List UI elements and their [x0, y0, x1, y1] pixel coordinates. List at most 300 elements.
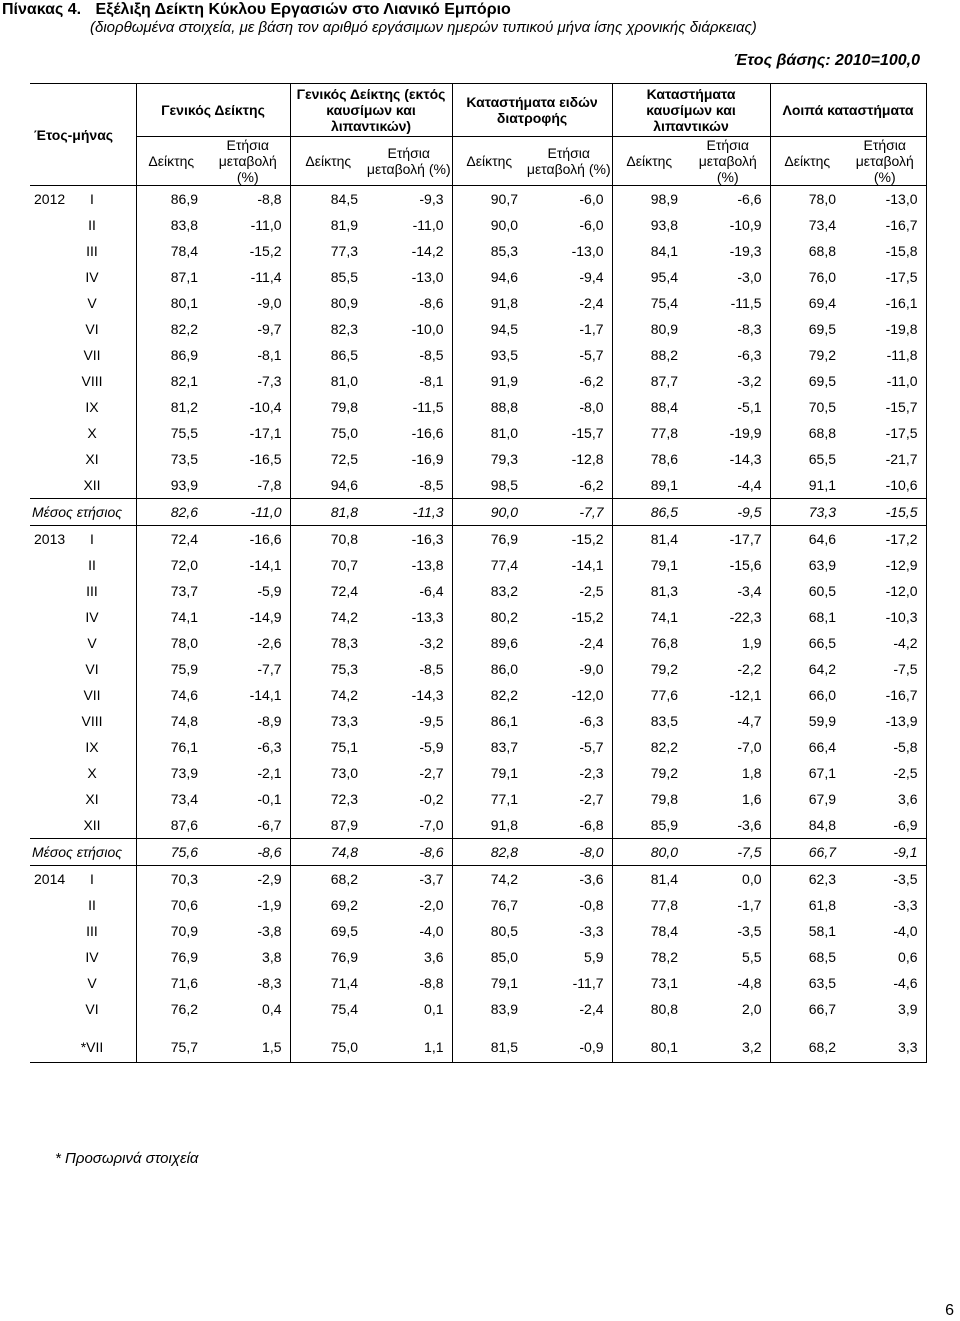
change-cell: -3,5: [737, 923, 762, 939]
index-cell: 62,3: [770, 866, 844, 893]
change-cell: -6,3: [579, 713, 604, 729]
change-cell: -10,3: [844, 604, 926, 630]
change-cell: -11,7: [572, 975, 604, 991]
index-cell: 79,8: [290, 394, 366, 420]
change-cell: -16,6: [249, 531, 282, 547]
change-cell: -8,5: [419, 477, 444, 493]
change-cell: -8,1: [257, 347, 282, 363]
table-row: [30, 316, 926, 342]
index-cell: 86,0: [452, 656, 526, 682]
index-cell: 90,0: [452, 499, 526, 526]
index-cell: 58,1: [770, 918, 844, 944]
change-cell: -3,5: [844, 866, 926, 893]
change-cell: -11,0: [412, 217, 444, 233]
table-label: Πίνακας 4.: [2, 1, 82, 18]
index-cell: 74,2: [290, 604, 366, 630]
index-cell: 89,1: [612, 472, 686, 499]
change-cell: 1,1: [366, 1032, 452, 1063]
base-year: Έτος βάσης: 2010=100,0: [733, 52, 920, 69]
change-cell: -6,9: [844, 812, 926, 839]
index-cell: 69,5: [770, 316, 844, 342]
change-cell: -7,7: [257, 661, 282, 677]
period-cell: III: [86, 923, 98, 939]
index-cell: 85,5: [290, 264, 366, 290]
index-cell: 91,1: [770, 472, 844, 499]
index-cell: 73,0: [290, 760, 366, 786]
table-title: [2, 0, 511, 20]
index-cell: 91,8: [452, 290, 526, 316]
change-cell: -11,5: [412, 399, 444, 415]
index-cell: 75,1: [290, 734, 366, 760]
change-cell: -12,8: [571, 451, 604, 467]
change-cell: -14,1: [249, 557, 282, 573]
change-cell: -8,6: [366, 839, 452, 866]
annual-average-row: [30, 499, 926, 526]
index-cell: 75,4: [612, 290, 686, 316]
index-cell: 94,5: [452, 316, 526, 342]
table-row: [30, 918, 926, 944]
change-cell: -17,5: [844, 420, 926, 446]
index-cell: 72,0: [136, 552, 206, 578]
index-cell: 95,4: [612, 264, 686, 290]
index-cell: 67,9: [770, 786, 844, 812]
index-cell: 69,5: [770, 368, 844, 394]
change-cell: -19,8: [844, 316, 926, 342]
table-row: [30, 446, 926, 472]
group-header-general-excl-fuel: Γενικός Δείκτης (εκτός καυσίμων και λιπαντικών): [290, 84, 452, 137]
change-cell: -13,0: [844, 186, 926, 213]
change-cell: 1,5: [206, 1032, 290, 1063]
table-main-title: Εξέλιξη Δείκτη Κύκλου Εργασιών στο Λιανικό Εμπόριο: [95, 1, 511, 18]
change-cell: -4,0: [844, 918, 926, 944]
annual-change-subheader: Ετήσια μεταβολή (%): [366, 137, 452, 186]
table-row: [30, 578, 926, 604]
table-row: [30, 420, 926, 446]
index-cell: 78,0: [136, 630, 206, 656]
index-cell: 63,9: [770, 552, 844, 578]
change-cell: 2,0: [742, 1001, 762, 1017]
period-cell: Μέσος ετήσιος: [30, 499, 136, 526]
change-cell: -6,6: [737, 191, 762, 207]
index-cell: 76,9: [136, 944, 206, 970]
index-cell: 79,3: [452, 446, 526, 472]
table-row: [30, 394, 926, 420]
change-cell: 1,6: [742, 791, 762, 807]
index-cell: 84,5: [290, 186, 366, 213]
change-cell: -6,8: [579, 817, 604, 833]
change-cell: -0,8: [579, 897, 604, 913]
index-cell: 78,4: [612, 918, 686, 944]
change-cell: -2,9: [257, 871, 282, 887]
change-cell: -14,1: [571, 557, 604, 573]
change-cell: -6,0: [579, 217, 604, 233]
index-cell: 86,9: [136, 342, 206, 368]
change-cell: -8,6: [206, 839, 290, 866]
index-cell: 89,6: [452, 630, 526, 656]
period-cell: II: [88, 217, 96, 233]
period-cell: VIII: [81, 713, 103, 729]
change-cell: -13,0: [571, 243, 604, 259]
index-cell: 83,9: [452, 996, 526, 1022]
table-row: [30, 682, 926, 708]
index-cell: 79,2: [612, 760, 686, 786]
index-cell: 72,4: [136, 526, 206, 553]
table-row: [30, 264, 926, 290]
index-cell: 80,9: [290, 290, 366, 316]
index-cell: 85,9: [612, 812, 686, 839]
change-cell: -7,8: [257, 477, 282, 493]
index-cell: 72,5: [290, 446, 366, 472]
table-subtitle: (διορθωμένα στοιχεία, με βάση τον αριθμό εργάσιμων ημερών τυπικού μήνα ίσης χρονικής διάρκειας): [90, 19, 757, 36]
change-cell: -16,9: [411, 451, 444, 467]
change-cell: -16,7: [844, 682, 926, 708]
index-cell: 81,8: [290, 499, 366, 526]
index-cell: 74,8: [136, 708, 206, 734]
index-cell: 83,7: [452, 734, 526, 760]
change-cell: -3,7: [419, 871, 444, 887]
change-cell: -5,9: [257, 583, 282, 599]
index-cell: 81,4: [612, 526, 686, 553]
period-cell: Μέσος ετήσιος: [30, 839, 136, 866]
index-subheader: Δείκτης: [452, 137, 526, 186]
index-cell: 86,5: [612, 499, 686, 526]
table-row: [30, 996, 926, 1022]
table-row: [30, 342, 926, 368]
group-header-general: Γενικός Δείκτης: [136, 84, 290, 137]
index-cell: 74,8: [290, 839, 366, 866]
change-cell: -9,5: [419, 713, 444, 729]
change-cell: -10,9: [729, 217, 762, 233]
period-cell: II: [88, 557, 96, 573]
change-cell: -17,7: [729, 531, 762, 547]
index-cell: 59,9: [770, 708, 844, 734]
change-cell: -10,4: [249, 399, 282, 415]
period-cell: 2013 I: [34, 531, 94, 547]
table-row: [30, 708, 926, 734]
index-cell: 86,1: [452, 708, 526, 734]
index-cell: 88,8: [452, 394, 526, 420]
change-cell: -8,3: [737, 321, 762, 337]
sub-header-row: [30, 137, 926, 186]
index-cell: 69,2: [290, 892, 366, 918]
index-cell: 71,4: [290, 970, 366, 996]
change-cell: -11,3: [366, 499, 452, 526]
period-cell: III: [86, 243, 98, 259]
index-cell: 91,9: [452, 368, 526, 394]
change-cell: -16,5: [249, 451, 282, 467]
change-cell: -16,1: [844, 290, 926, 316]
index-cell: 72,3: [290, 786, 366, 812]
index-cell: 65,5: [770, 446, 844, 472]
change-cell: -16,7: [844, 212, 926, 238]
index-subheader: Δείκτης: [290, 137, 366, 186]
change-cell: -9,5: [686, 499, 770, 526]
change-cell: -15,7: [844, 394, 926, 420]
index-cell: 82,2: [136, 316, 206, 342]
index-cell: 75,4: [290, 996, 366, 1022]
index-cell: 70,8: [290, 526, 366, 553]
index-cell: 81,9: [290, 212, 366, 238]
index-cell: 72,4: [290, 578, 366, 604]
annual-change-subheader: Ετήσια μεταβολή (%): [526, 137, 612, 186]
index-cell: 66,5: [770, 630, 844, 656]
index-cell: 80,1: [612, 1032, 686, 1063]
index-cell: 81,0: [452, 420, 526, 446]
index-cell: 80,5: [452, 918, 526, 944]
change-cell: -2,6: [257, 635, 282, 651]
change-cell: -11,0: [844, 368, 926, 394]
change-cell: -2,4: [579, 635, 604, 651]
index-cell: 80,1: [136, 290, 206, 316]
change-cell: -7,0: [737, 739, 762, 755]
change-cell: -9,4: [579, 269, 604, 285]
index-cell: 98,9: [612, 186, 686, 213]
change-cell: -8,3: [257, 975, 282, 991]
table-row: [30, 734, 926, 760]
change-cell: -16,3: [411, 531, 444, 547]
change-cell: -8,8: [257, 191, 282, 207]
table-row: [30, 472, 926, 499]
index-cell: 75,5: [136, 420, 206, 446]
change-cell: -15,8: [844, 238, 926, 264]
index-cell: 76,9: [452, 526, 526, 553]
index-cell: 85,3: [452, 238, 526, 264]
change-cell: -8,9: [257, 713, 282, 729]
index-cell: 81,4: [612, 866, 686, 893]
index-cell: 68,8: [770, 238, 844, 264]
index-cell: 77,8: [612, 892, 686, 918]
change-cell: -5,7: [579, 739, 604, 755]
index-cell: 93,5: [452, 342, 526, 368]
index-cell: 86,9: [136, 186, 206, 213]
change-cell: -11,5: [730, 295, 762, 311]
change-cell: -9,7: [257, 321, 282, 337]
change-cell: -13,9: [844, 708, 926, 734]
index-cell: 83,2: [452, 578, 526, 604]
index-cell: 86,5: [290, 342, 366, 368]
change-cell: -14,9: [249, 609, 282, 625]
change-cell: -10,0: [411, 321, 444, 337]
index-cell: 66,7: [770, 996, 844, 1022]
index-subheader: Δείκτης: [770, 137, 844, 186]
index-cell: 94,6: [452, 264, 526, 290]
index-cell: 88,4: [612, 394, 686, 420]
change-cell: -4,6: [844, 970, 926, 996]
group-header-food-stores: Καταστήματα ειδών διατροφής: [452, 84, 612, 137]
index-cell: 90,7: [452, 186, 526, 213]
index-cell: 78,2: [612, 944, 686, 970]
period-cell: VI: [85, 321, 99, 337]
index-cell: 77,4: [452, 552, 526, 578]
change-cell: -3,4: [737, 583, 762, 599]
index-cell: 68,8: [770, 420, 844, 446]
index-cell: 66,7: [770, 839, 844, 866]
table-row: [30, 866, 926, 893]
index-cell: 93,8: [612, 212, 686, 238]
period-cell: V: [87, 635, 97, 651]
index-cell: 75,6: [136, 839, 206, 866]
change-cell: -6,0: [579, 191, 604, 207]
index-cell: 70,6: [136, 892, 206, 918]
change-cell: -12,0: [571, 687, 604, 703]
period-cell: XII: [83, 477, 101, 493]
index-cell: 74,2: [452, 866, 526, 893]
change-cell: -5,1: [737, 399, 762, 415]
change-cell: -1,7: [579, 321, 604, 337]
change-cell: -15,5: [844, 499, 926, 526]
table-row: [30, 186, 926, 213]
change-cell: -11,0: [250, 217, 282, 233]
table-row: [30, 604, 926, 630]
change-cell: -7,5: [686, 839, 770, 866]
change-cell: 0,0: [742, 871, 762, 887]
period-cell: V: [87, 295, 97, 311]
period-cell: VIII: [81, 373, 103, 389]
index-cell: 79,8: [612, 786, 686, 812]
change-cell: -8,5: [419, 347, 444, 363]
change-cell: -2,3: [579, 765, 604, 781]
change-cell: -2,7: [579, 791, 604, 807]
page-number: 6: [945, 1302, 954, 1319]
index-cell: 82,1: [136, 368, 206, 394]
change-cell: -4,2: [844, 630, 926, 656]
change-cell: -11,8: [844, 342, 926, 368]
change-cell: -13,8: [411, 557, 444, 573]
change-cell: -19,9: [729, 425, 762, 441]
index-cell: 64,2: [770, 656, 844, 682]
change-cell: 0,1: [424, 1001, 444, 1017]
period-cell: V: [87, 975, 97, 991]
table-body: [30, 186, 926, 1063]
index-cell: 68,2: [770, 1032, 844, 1063]
change-cell: -11,4: [250, 269, 282, 285]
period-cell: III: [86, 583, 98, 599]
table-row: [30, 656, 926, 682]
change-cell: -22,3: [729, 609, 762, 625]
change-cell: -3,2: [737, 373, 762, 389]
change-cell: 1,9: [742, 635, 762, 651]
change-cell: 0,6: [844, 944, 926, 970]
period-cell: XI: [85, 791, 99, 807]
index-cell: 87,7: [612, 368, 686, 394]
index-subheader: Δείκτης: [612, 137, 686, 186]
index-cell: 82,2: [452, 682, 526, 708]
change-cell: -7,0: [419, 817, 444, 833]
index-cell: 76,1: [136, 734, 206, 760]
change-cell: -2,5: [579, 583, 604, 599]
index-cell: 73,3: [290, 708, 366, 734]
change-cell: -16,6: [411, 425, 444, 441]
table-row: [30, 290, 926, 316]
change-cell: 3,9: [844, 996, 926, 1022]
change-cell: -11,0: [206, 499, 290, 526]
change-cell: -3,0: [737, 269, 762, 285]
change-cell: -19,3: [729, 243, 762, 259]
change-cell: -4,7: [737, 713, 762, 729]
index-cell: 93,9: [136, 472, 206, 499]
table-row: [30, 630, 926, 656]
index-cell: 68,2: [290, 866, 366, 893]
period-cell: VII: [83, 687, 101, 703]
annual-change-subheader: Ετήσια μεταβολή (%): [686, 137, 770, 186]
index-cell: 78,4: [136, 238, 206, 264]
change-cell: 3,8: [262, 949, 282, 965]
index-cell: 79,2: [770, 342, 844, 368]
change-cell: -14,1: [249, 687, 282, 703]
group-header-other-stores: Λοιπά καταστήματα: [770, 84, 926, 137]
change-cell: -0,9: [526, 1032, 612, 1063]
period-cell: XI: [85, 451, 99, 467]
index-cell: 66,0: [770, 682, 844, 708]
index-cell: 69,4: [770, 290, 844, 316]
change-cell: -3,3: [579, 923, 604, 939]
change-cell: -15,6: [729, 557, 762, 573]
change-cell: -8,5: [419, 661, 444, 677]
index-cell: 84,8: [770, 812, 844, 839]
period-cell: VII: [83, 347, 101, 363]
change-cell: -0,2: [419, 791, 444, 807]
table-row: [30, 212, 926, 238]
change-cell: -3,6: [579, 871, 604, 887]
change-cell: -9,1: [844, 839, 926, 866]
change-cell: -10,6: [844, 472, 926, 499]
index-cell: 61,8: [770, 892, 844, 918]
change-cell: -2,7: [419, 765, 444, 781]
change-cell: -12,9: [844, 552, 926, 578]
index-cell: 81,0: [290, 368, 366, 394]
change-cell: 3,3: [844, 1032, 926, 1063]
table-row: [30, 238, 926, 264]
change-cell: -5,9: [419, 739, 444, 755]
period-cell: XII: [83, 817, 101, 833]
table-row: [30, 812, 926, 839]
change-cell: -2,0: [419, 897, 444, 913]
index-cell: 81,3: [612, 578, 686, 604]
footnote: * Προσωρινά στοιχεία: [55, 1150, 199, 1167]
change-cell: -7,3: [257, 373, 282, 389]
index-cell: 60,5: [770, 578, 844, 604]
table-row: [30, 526, 926, 553]
index-cell: 79,1: [452, 970, 526, 996]
change-cell: -5,7: [579, 347, 604, 363]
period-cell: X: [87, 425, 97, 441]
index-cell: 87,1: [136, 264, 206, 290]
index-cell: 73,5: [136, 446, 206, 472]
change-cell: -0,1: [257, 791, 282, 807]
annual-change-subheader: Ετήσια μεταβολή (%): [206, 137, 290, 186]
index-cell: 76,7: [452, 892, 526, 918]
annual-average-row: [30, 839, 926, 866]
change-cell: -7,7: [526, 499, 612, 526]
index-cell: 73,3: [770, 499, 844, 526]
change-cell: -14,2: [411, 243, 444, 259]
index-cell: 88,2: [612, 342, 686, 368]
index-cell: 76,9: [290, 944, 366, 970]
change-cell: -9,0: [257, 295, 282, 311]
index-cell: 71,6: [136, 970, 206, 996]
period-cell: IV: [85, 269, 99, 285]
year-month-header: Έτος-μήνας: [30, 84, 136, 186]
index-cell: 82,3: [290, 316, 366, 342]
index-cell: 78,6: [612, 446, 686, 472]
index-cell: 77,1: [452, 786, 526, 812]
period-cell: X: [87, 765, 97, 781]
change-cell: -15,2: [571, 531, 604, 547]
index-cell: 82,2: [612, 734, 686, 760]
index-cell: 76,8: [612, 630, 686, 656]
index-cell: 73,9: [136, 760, 206, 786]
period-cell: *VII: [30, 1032, 136, 1063]
